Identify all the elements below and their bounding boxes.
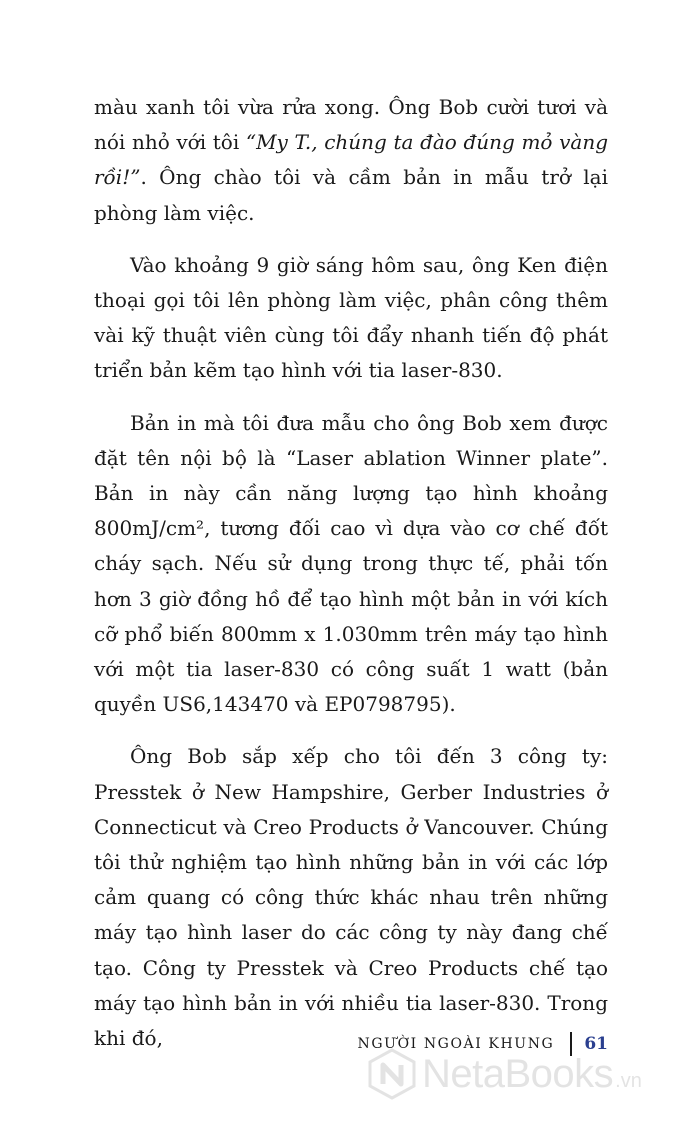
paragraph-1 — [94, 90, 608, 231]
watermark-domain: .vn — [615, 1069, 642, 1092]
page-number: 61 — [584, 1034, 608, 1054]
paragraph-4: Ông Bob sắp xếp cho tôi đến 3 công ty: Presstek ở New Hampshire, Gerber Industries ở Connecticut và Creo Products ở Vancouver. Chúng tôi thử nghiệm tạo hình những bản in với các lớp cảm quang có công thức khác nhau trên những máy tạo hình laser do các công ty này đang chế tạo. Công ty Presstek và Creo Products chế tạo máy tạo hình bản in với nhiều tia laser-830. Trong khi đó, — [94, 744, 608, 1051]
paragraph-1-text-a: màu xanh tôi vừa rửa xong. Ông Bob cười tươi và nói nhỏ với tôi — [94, 95, 608, 155]
paragraph-1-text-b: . Ông chào tôi và cầm bản in mẫu trở lại phòng làm việc. — [94, 165, 608, 225]
running-title: NGƯỜI NGOÀI KHUNG — [357, 1036, 555, 1052]
page-body — [94, 90, 608, 1073]
paragraph-3: Bản in mà tôi đưa mẫu cho ông Bob xem được đặt tên nội bộ là “Laser ablation Winner plate”. Bản in này cần năng lượng tạo hình khoảng 800mJ/cm², tương đối cao vì dựa vào cơ chế đốt cháy sạch. Nếu sử dụng trong thực tế, phải tốn hơn 3 giờ đồng hồ để tạo hình một bản in với kích cỡ phổ biến 800mm x 1.030mm trên máy tạo hình với một tia laser-830 có công suất 1 watt (bản quyền US6,143470 và EP0798795). — [94, 410, 608, 717]
watermark-text: NetaBooks — [422, 1051, 614, 1096]
paragraph-2: Vào khoảng 9 giờ sáng hôm sau, ông Ken điện thoại gọi tôi lên phòng làm việc, phân công thêm vài kỹ thuật viên cùng tôi đẩy nhanh tiến độ phát triển bản kẽm tạo hình với tia laser-830. — [94, 252, 608, 383]
netabooks-logo-icon — [368, 1048, 416, 1100]
netabooks-watermark — [368, 1048, 642, 1100]
paragraph-1-quote: “My T., chúng ta đào đúng mỏ vàng rồi!” — [94, 130, 608, 190]
